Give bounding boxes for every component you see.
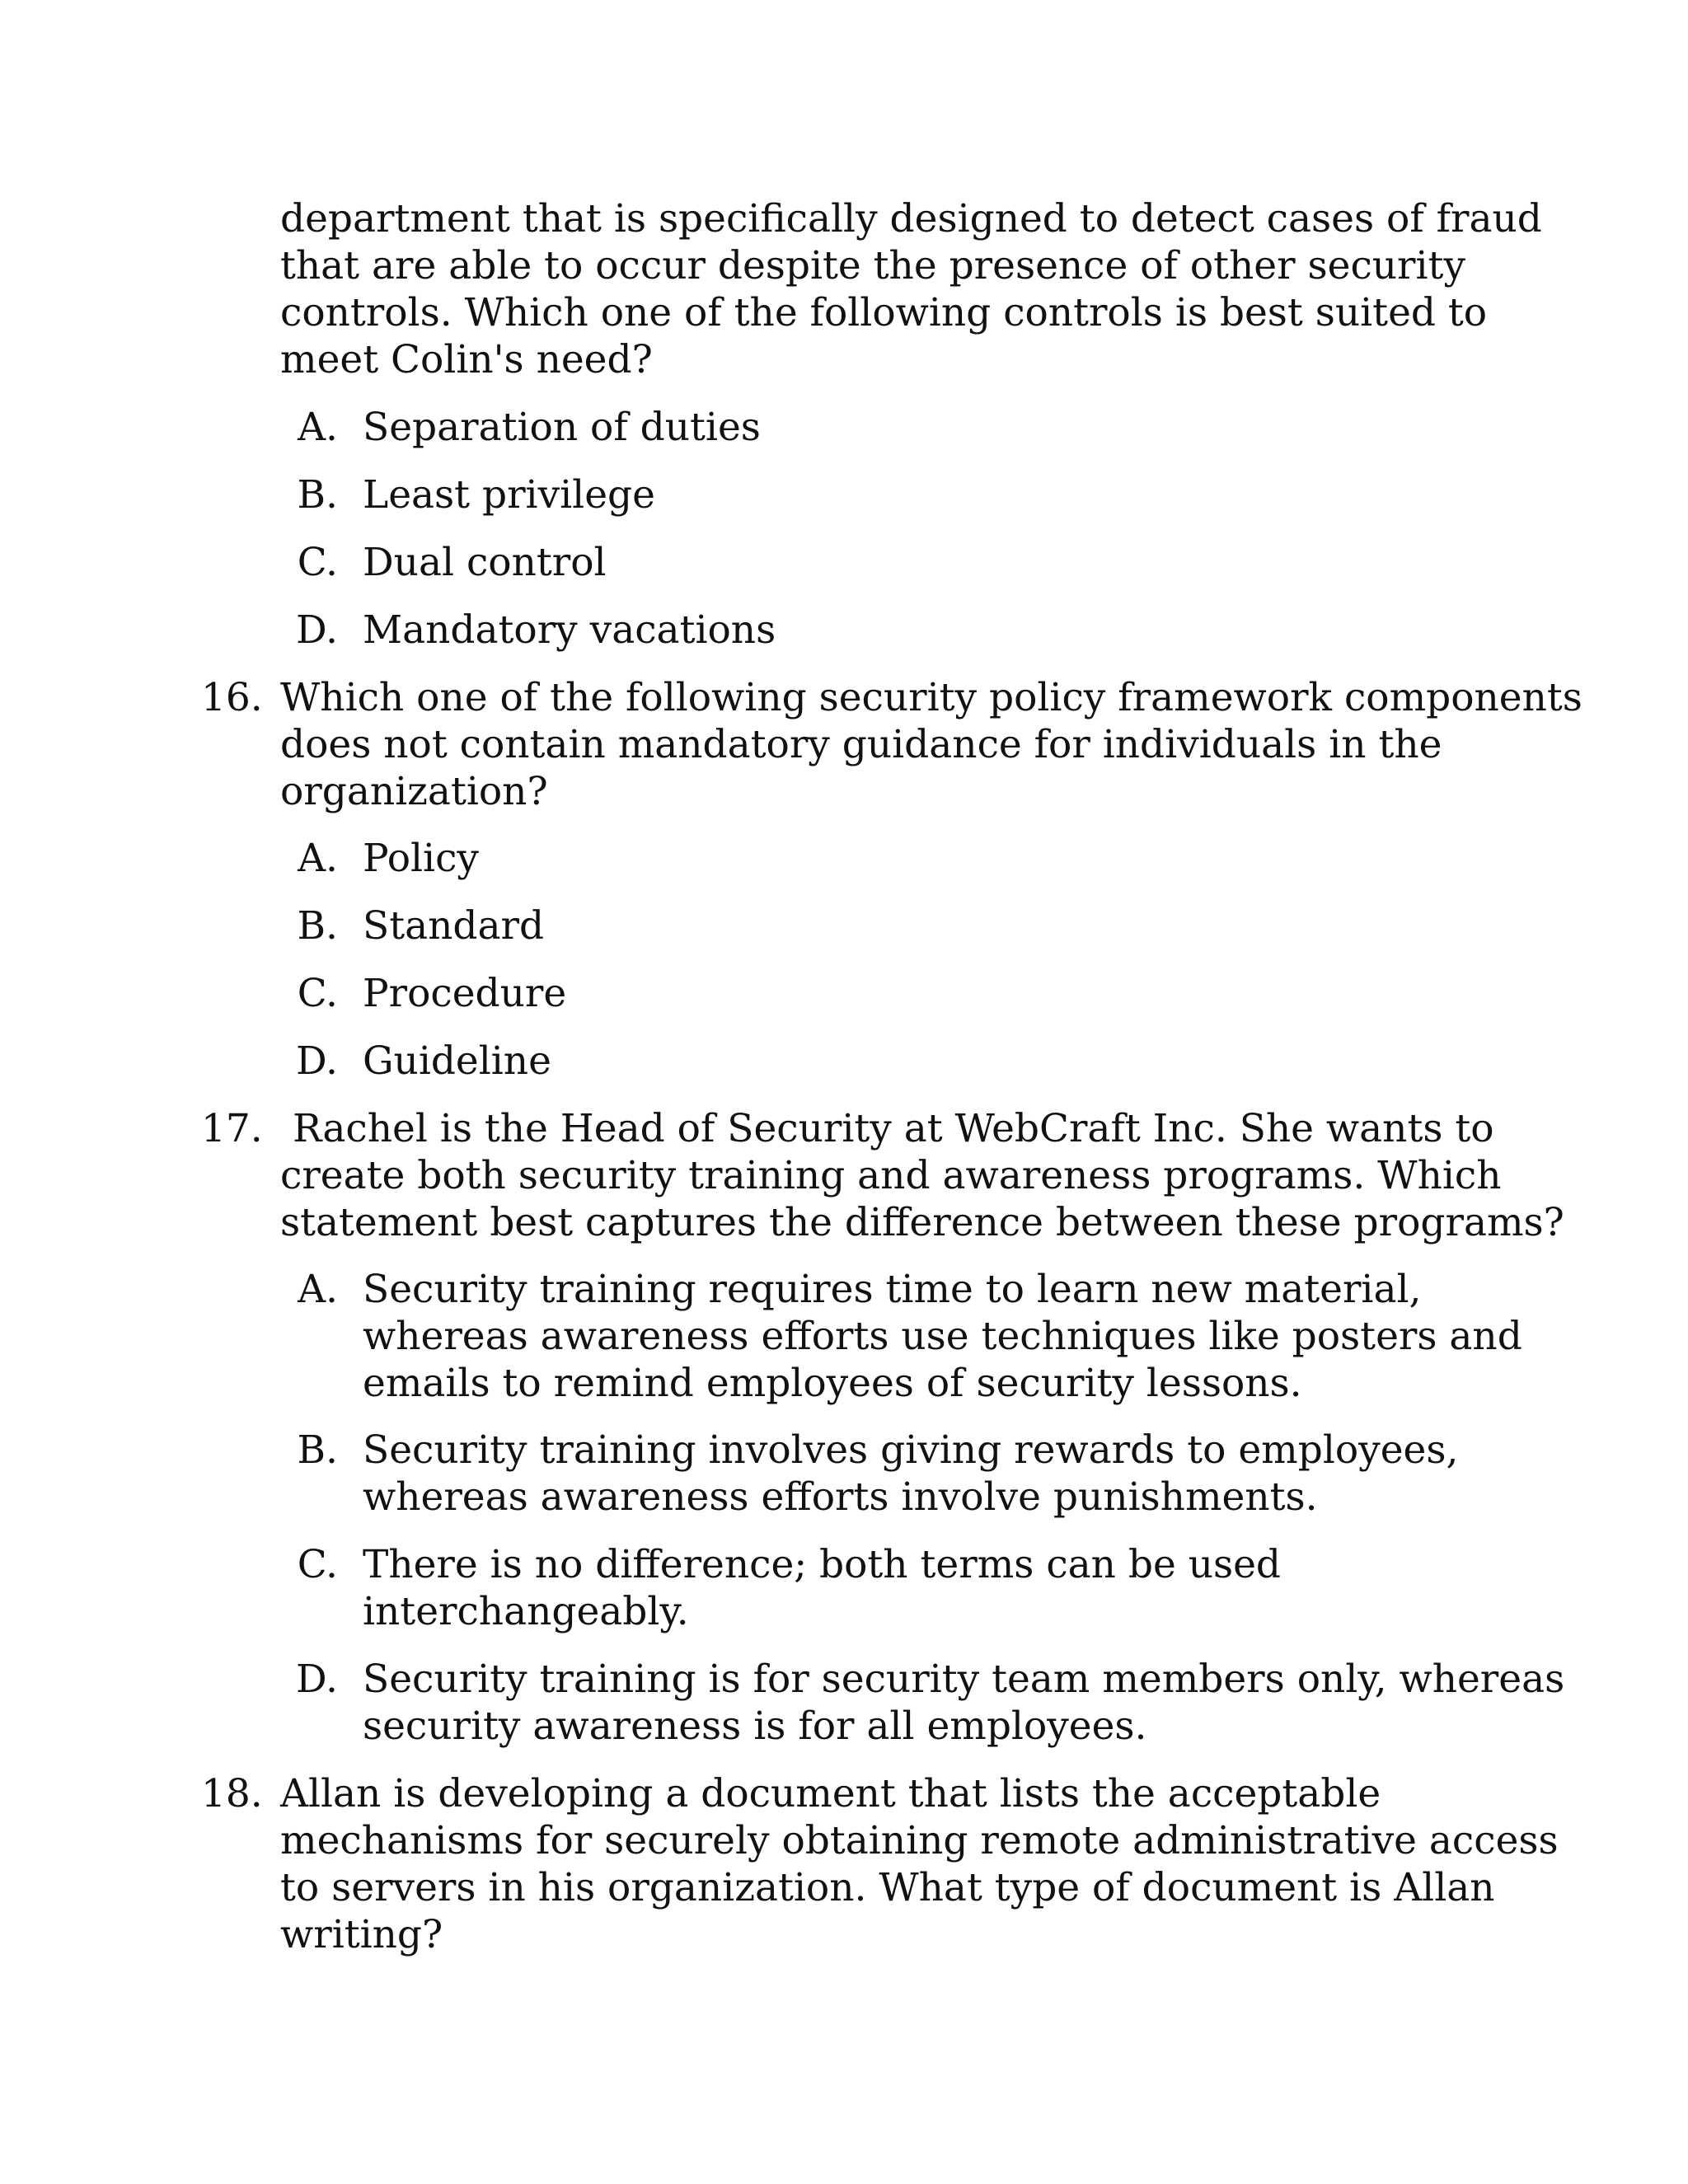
option-text: Security training is for security team members only, whereas <box>363 1657 1565 1702</box>
option-letter: B. <box>297 903 338 949</box>
question-text-line: writing? <box>280 1912 443 1957</box>
question-number: 18. <box>201 1771 263 1816</box>
question-text-line: Rachel is the Head of Security at WebCraft Inc. She wants to <box>280 1106 1494 1151</box>
question-text-line: Allan is developing a document that lists the acceptable <box>280 1771 1381 1816</box>
option-letter: D. <box>296 1657 338 1702</box>
option-text: emails to remind employees of security lessons. <box>363 1361 1302 1406</box>
option-letter: B. <box>297 472 338 518</box>
option-text: Policy <box>363 836 479 881</box>
option-text: Dual control <box>363 540 607 585</box>
option-text: Security training requires time to learn new material, <box>363 1267 1422 1312</box>
question-text-line: department that is specifically designed to detect cases of fraud <box>280 196 1542 241</box>
option-text: Security training involves giving rewards to employees, <box>363 1427 1459 1473</box>
option-text: Guideline <box>363 1038 551 1084</box>
question-text-line: controls. Which one of the following controls is best suited to <box>280 290 1488 335</box>
question-text-line: meet Colin's need? <box>280 337 653 382</box>
question-number: 16. <box>201 675 263 720</box>
option-text: Mandatory vacations <box>363 607 776 653</box>
question-text-line: to servers in his organization. What type of document is Allan <box>280 1865 1495 1910</box>
question-number: 17. <box>201 1106 263 1151</box>
option-letter: B. <box>297 1427 338 1473</box>
question-text-line: that are able to occur despite the presence of other security <box>280 243 1465 288</box>
option-text: Least privilege <box>363 472 655 518</box>
option-letter: A. <box>298 1267 338 1312</box>
option-letter: A. <box>298 836 338 881</box>
option-letter: D. <box>296 607 338 653</box>
option-text: security awareness is for all employees. <box>363 1704 1147 1749</box>
option-text: Procedure <box>363 971 567 1016</box>
option-text: Standard <box>363 903 545 949</box>
question-text-line: mechanisms for securely obtaining remote administrative access <box>280 1818 1559 1863</box>
option-text: whereas awareness efforts involve punishments. <box>363 1474 1318 1520</box>
option-text: interchangeably. <box>363 1589 689 1634</box>
question-text-line: statement best captures the difference between these programs? <box>280 1200 1564 1245</box>
option-text: There is no difference; both terms can be used <box>363 1542 1282 1587</box>
option-letter: C. <box>297 540 338 585</box>
question-text-line: create both security training and awareness programs. Which <box>280 1153 1502 1198</box>
option-text: Separation of duties <box>363 405 761 450</box>
option-letter: A. <box>298 405 338 450</box>
option-letter: C. <box>297 1542 338 1587</box>
question-text-line: does not contain mandatory guidance for individuals in the <box>280 722 1442 767</box>
question-text-line: organization? <box>280 769 548 814</box>
option-text: whereas awareness efforts use techniques like posters and <box>363 1314 1522 1359</box>
option-letter: C. <box>297 971 338 1016</box>
question-text-line: Which one of the following security policy framework components <box>280 675 1582 720</box>
option-letter: D. <box>296 1038 338 1084</box>
